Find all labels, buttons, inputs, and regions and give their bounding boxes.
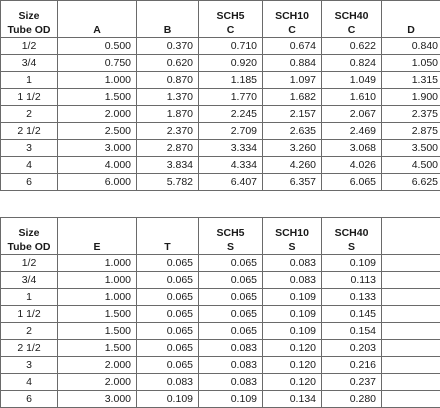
table-row xyxy=(1,289,440,306)
value-cell: 2.067 xyxy=(322,106,382,123)
value-cell: 0.083 xyxy=(263,255,322,272)
value-cell xyxy=(382,357,440,374)
value-cell: 0.083 xyxy=(199,340,263,357)
header-line-1: Size xyxy=(1,226,57,240)
header-line-2: S xyxy=(199,240,262,254)
size-cell: 1 xyxy=(1,289,58,306)
table1-header xyxy=(1,1,440,38)
table-row xyxy=(1,140,440,157)
table-row xyxy=(1,391,440,408)
table1-header-cell xyxy=(199,1,263,38)
value-cell: 1.682 xyxy=(263,89,322,106)
header-line-1 xyxy=(58,9,136,23)
table-row xyxy=(1,340,440,357)
value-cell: 6.407 xyxy=(199,174,263,191)
value-cell: 0.840 xyxy=(382,38,440,55)
value-cell: 1.900 xyxy=(382,89,440,106)
table2-header-cell xyxy=(382,218,440,255)
table1-header-cell xyxy=(263,1,322,38)
value-cell: 0.120 xyxy=(263,357,322,374)
header-line-2: D xyxy=(382,23,440,37)
value-cell: 3.000 xyxy=(58,391,137,408)
table-row xyxy=(1,272,440,289)
value-cell: 0.065 xyxy=(137,255,199,272)
value-cell: 0.083 xyxy=(199,357,263,374)
header-line-2: A xyxy=(58,23,136,37)
value-cell: 3.334 xyxy=(199,140,263,157)
header-line-1 xyxy=(382,9,440,23)
table2-header-cell xyxy=(1,218,58,255)
value-cell: 0.065 xyxy=(199,323,263,340)
table1-header-cell xyxy=(137,1,199,38)
value-cell xyxy=(382,391,440,408)
table2-header-cell xyxy=(263,218,322,255)
value-cell: 0.824 xyxy=(322,55,382,72)
value-cell: 0.920 xyxy=(199,55,263,72)
value-cell: 1.185 xyxy=(199,72,263,89)
value-cell: 1.870 xyxy=(137,106,199,123)
value-cell: 2.469 xyxy=(322,123,382,140)
value-cell: 0.500 xyxy=(58,38,137,55)
table2-header-cell xyxy=(199,218,263,255)
table-row xyxy=(1,357,440,374)
value-cell: 2.000 xyxy=(58,374,137,391)
value-cell: 3.260 xyxy=(263,140,322,157)
header-line-2: B xyxy=(137,23,198,37)
table1-header-cell xyxy=(58,1,137,38)
value-cell: 0.120 xyxy=(263,374,322,391)
size-cell: 2 xyxy=(1,323,58,340)
table-row xyxy=(1,55,440,72)
value-cell: 1.000 xyxy=(58,272,137,289)
header-line-1 xyxy=(382,226,440,240)
header-line-1 xyxy=(58,226,136,240)
value-cell: 1.000 xyxy=(58,289,137,306)
header-line-1: SCH40 xyxy=(322,9,381,23)
value-cell: 2.709 xyxy=(199,123,263,140)
size-cell: 1 1/2 xyxy=(1,306,58,323)
value-cell: 2.375 xyxy=(382,106,440,123)
value-cell: 4.000 xyxy=(58,157,137,174)
value-cell xyxy=(382,323,440,340)
value-cell: 0.065 xyxy=(137,289,199,306)
header-line-1: SCH10 xyxy=(263,226,321,240)
value-cell: 0.120 xyxy=(263,340,322,357)
value-cell: 4.500 xyxy=(382,157,440,174)
table2-header-row xyxy=(1,218,440,255)
header-line-1 xyxy=(137,9,198,23)
value-cell: 1.370 xyxy=(137,89,199,106)
value-cell: 0.133 xyxy=(322,289,382,306)
value-cell: 2.635 xyxy=(263,123,322,140)
value-cell: 3.068 xyxy=(322,140,382,157)
value-cell: 0.710 xyxy=(199,38,263,55)
value-cell: 1.315 xyxy=(382,72,440,89)
value-cell: 1.049 xyxy=(322,72,382,89)
header-line-2: Tube OD xyxy=(1,23,57,37)
size-cell: 1 1/2 xyxy=(1,89,58,106)
header-line-1: SCH40 xyxy=(322,226,381,240)
size-cell: 2 1/2 xyxy=(1,123,58,140)
table2-header xyxy=(1,218,440,255)
value-cell: 0.065 xyxy=(137,272,199,289)
table-row xyxy=(1,374,440,391)
value-cell: 2.245 xyxy=(199,106,263,123)
value-cell: 1.000 xyxy=(58,255,137,272)
value-cell: 1.500 xyxy=(58,89,137,106)
value-cell: 1.500 xyxy=(58,306,137,323)
value-cell: 2.000 xyxy=(58,357,137,374)
value-cell: 0.065 xyxy=(199,255,263,272)
value-cell xyxy=(382,289,440,306)
value-cell: 0.216 xyxy=(322,357,382,374)
size-cell: 6 xyxy=(1,174,58,191)
value-cell: 2.000 xyxy=(58,106,137,123)
header-line-2: S xyxy=(322,240,381,254)
table2-header-cell xyxy=(322,218,382,255)
size-cell: 1/2 xyxy=(1,255,58,272)
value-cell: 0.750 xyxy=(58,55,137,72)
size-cell: 3 xyxy=(1,357,58,374)
value-cell: 1.500 xyxy=(58,323,137,340)
table-row xyxy=(1,89,440,106)
value-cell: 6.065 xyxy=(322,174,382,191)
table-row xyxy=(1,323,440,340)
value-cell xyxy=(382,340,440,357)
size-cell: 2 1/2 xyxy=(1,340,58,357)
size-cell: 3/4 xyxy=(1,55,58,72)
header-line-2: C xyxy=(199,23,262,37)
header-line-1: SCH5 xyxy=(199,226,262,240)
table2-header-cell xyxy=(58,218,137,255)
table-row xyxy=(1,123,440,140)
table2-header-cell xyxy=(137,218,199,255)
value-cell: 0.065 xyxy=(199,306,263,323)
table-row xyxy=(1,106,440,123)
value-cell: 0.870 xyxy=(137,72,199,89)
value-cell: 0.145 xyxy=(322,306,382,323)
header-line-2: C xyxy=(322,23,381,37)
value-cell: 1.500 xyxy=(58,340,137,357)
value-cell: 0.065 xyxy=(199,272,263,289)
value-cell: 3.000 xyxy=(58,140,137,157)
dimension-table-a-b-c-d xyxy=(0,0,440,191)
size-cell: 3/4 xyxy=(1,272,58,289)
size-cell: 2 xyxy=(1,106,58,123)
value-cell: 1.050 xyxy=(382,55,440,72)
table1-header-cell xyxy=(1,1,58,38)
value-cell: 5.782 xyxy=(137,174,199,191)
header-line-1: SCH5 xyxy=(199,9,262,23)
value-cell: 0.065 xyxy=(137,306,199,323)
table-row xyxy=(1,72,440,89)
value-cell xyxy=(382,255,440,272)
header-line-2: E xyxy=(58,240,136,254)
size-cell: 6 xyxy=(1,391,58,408)
value-cell: 0.083 xyxy=(263,272,322,289)
value-cell: 4.260 xyxy=(263,157,322,174)
value-cell: 4.334 xyxy=(199,157,263,174)
value-cell xyxy=(382,374,440,391)
value-cell: 3.500 xyxy=(382,140,440,157)
dimension-table-e-t-s xyxy=(0,217,440,408)
header-line-1: Size xyxy=(1,9,57,23)
value-cell: 4.026 xyxy=(322,157,382,174)
value-cell: 0.109 xyxy=(263,289,322,306)
value-cell: 0.109 xyxy=(322,255,382,272)
value-cell: 2.875 xyxy=(382,123,440,140)
value-cell: 1.770 xyxy=(199,89,263,106)
value-cell: 0.065 xyxy=(137,323,199,340)
value-cell: 0.109 xyxy=(263,306,322,323)
header-line-1: SCH10 xyxy=(263,9,321,23)
table2-body xyxy=(1,255,440,408)
table1-body xyxy=(1,38,440,191)
size-cell: 1 xyxy=(1,72,58,89)
value-cell: 2.157 xyxy=(263,106,322,123)
value-cell: 0.622 xyxy=(322,38,382,55)
value-cell: 0.109 xyxy=(263,323,322,340)
value-cell: 6.000 xyxy=(58,174,137,191)
value-cell: 0.203 xyxy=(322,340,382,357)
value-cell: 1.097 xyxy=(263,72,322,89)
value-cell: 0.884 xyxy=(263,55,322,72)
value-cell: 2.500 xyxy=(58,123,137,140)
value-cell: 0.109 xyxy=(137,391,199,408)
value-cell: 0.134 xyxy=(263,391,322,408)
table1-header-cell xyxy=(382,1,440,38)
value-cell: 0.083 xyxy=(199,374,263,391)
value-cell: 0.237 xyxy=(322,374,382,391)
value-cell: 6.625 xyxy=(382,174,440,191)
size-cell: 4 xyxy=(1,374,58,391)
value-cell: 0.280 xyxy=(322,391,382,408)
value-cell: 0.620 xyxy=(137,55,199,72)
header-line-2: C xyxy=(263,23,321,37)
header-line-2: T xyxy=(137,240,198,254)
value-cell: 0.154 xyxy=(322,323,382,340)
value-cell: 0.113 xyxy=(322,272,382,289)
header-line-2 xyxy=(382,240,440,254)
value-cell: 2.370 xyxy=(137,123,199,140)
size-cell: 1/2 xyxy=(1,38,58,55)
value-cell: 0.370 xyxy=(137,38,199,55)
value-cell: 1.000 xyxy=(58,72,137,89)
size-cell: 3 xyxy=(1,140,58,157)
size-cell: 4 xyxy=(1,157,58,174)
table1-header-row xyxy=(1,1,440,38)
value-cell: 2.870 xyxy=(137,140,199,157)
table-row xyxy=(1,38,440,55)
value-cell: 0.674 xyxy=(263,38,322,55)
header-line-1 xyxy=(137,226,198,240)
value-cell: 0.065 xyxy=(137,340,199,357)
value-cell xyxy=(382,272,440,289)
header-line-2: S xyxy=(263,240,321,254)
value-cell: 0.065 xyxy=(199,289,263,306)
value-cell: 0.065 xyxy=(137,357,199,374)
header-line-2: Tube OD xyxy=(1,240,57,254)
value-cell: 6.357 xyxy=(263,174,322,191)
table-row xyxy=(1,157,440,174)
value-cell: 0.083 xyxy=(137,374,199,391)
table-row xyxy=(1,306,440,323)
value-cell xyxy=(382,306,440,323)
value-cell: 3.834 xyxy=(137,157,199,174)
value-cell: 0.109 xyxy=(199,391,263,408)
table-row xyxy=(1,255,440,272)
table1-header-cell xyxy=(322,1,382,38)
table-row xyxy=(1,174,440,191)
value-cell: 1.610 xyxy=(322,89,382,106)
